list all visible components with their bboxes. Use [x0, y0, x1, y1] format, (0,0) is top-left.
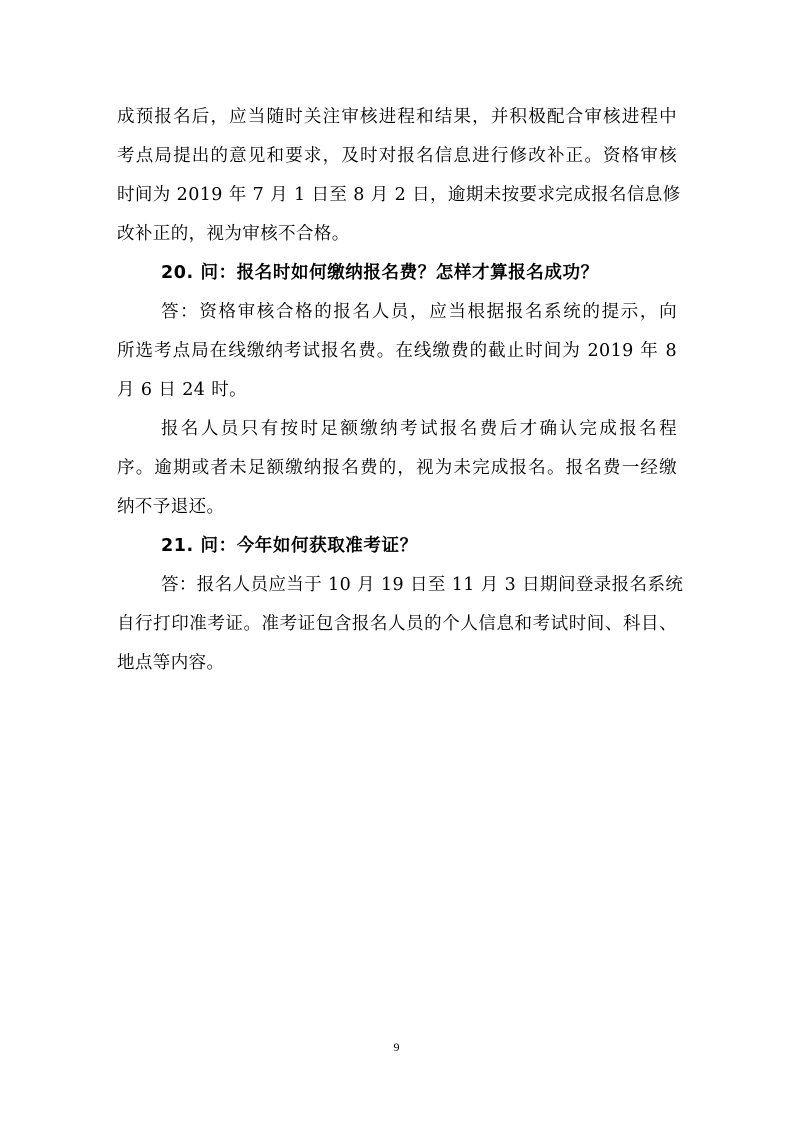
answer-line: 自行打印准考证。准考证包含报名人员的个人信息和考试时间、科目、 — [117, 614, 677, 634]
paragraph-line: 成预报名后，应当随时关注审核进程和结果，并积极配合审核进程中 — [117, 107, 677, 127]
answer-line: 月 6 日 24 时。 — [117, 380, 248, 400]
question-21-heading: 21. 问：今年如何获取准考证？ — [161, 536, 418, 556]
paragraph-line: 时间为 2019 年 7 月 1 日至 8 月 2 日，逾期未按要求完成报名信息修 — [117, 185, 681, 205]
answer-line: 所选考点局在线缴纳考试报名费。在线缴费的截止时间为 2019 年 8 — [117, 341, 677, 361]
answer-line: 纳不予退还。 — [117, 497, 225, 517]
paragraph-line: 改补正的，视为审核不合格。 — [117, 224, 350, 244]
answer-line: 报名人员只有按时足额缴纳考试报名费后才确认完成报名程 — [161, 419, 677, 439]
page-number: 9 — [393, 1040, 400, 1054]
question-20-heading: 20. 问：报名时如何缴纳报名费？怎样才算报名成功？ — [161, 263, 599, 283]
answer-line: 答：报名人员应当于 10 月 19 日至 11 月 3 日期间登录报名系统 — [161, 575, 684, 595]
paragraph-line: 考点局提出的意见和要求，及时对报名信息进行修改补正。资格审核 — [117, 146, 677, 166]
answer-line: 序。逾期或者未足额缴纳报名费的，视为未完成报名。报名费一经缴 — [117, 458, 677, 478]
document-body — [117, 98, 684, 683]
answer-line: 地点等内容。 — [117, 653, 225, 673]
answer-line: 答：资格审核合格的报名人员，应当根据报名系统的提示，向 — [161, 302, 677, 322]
